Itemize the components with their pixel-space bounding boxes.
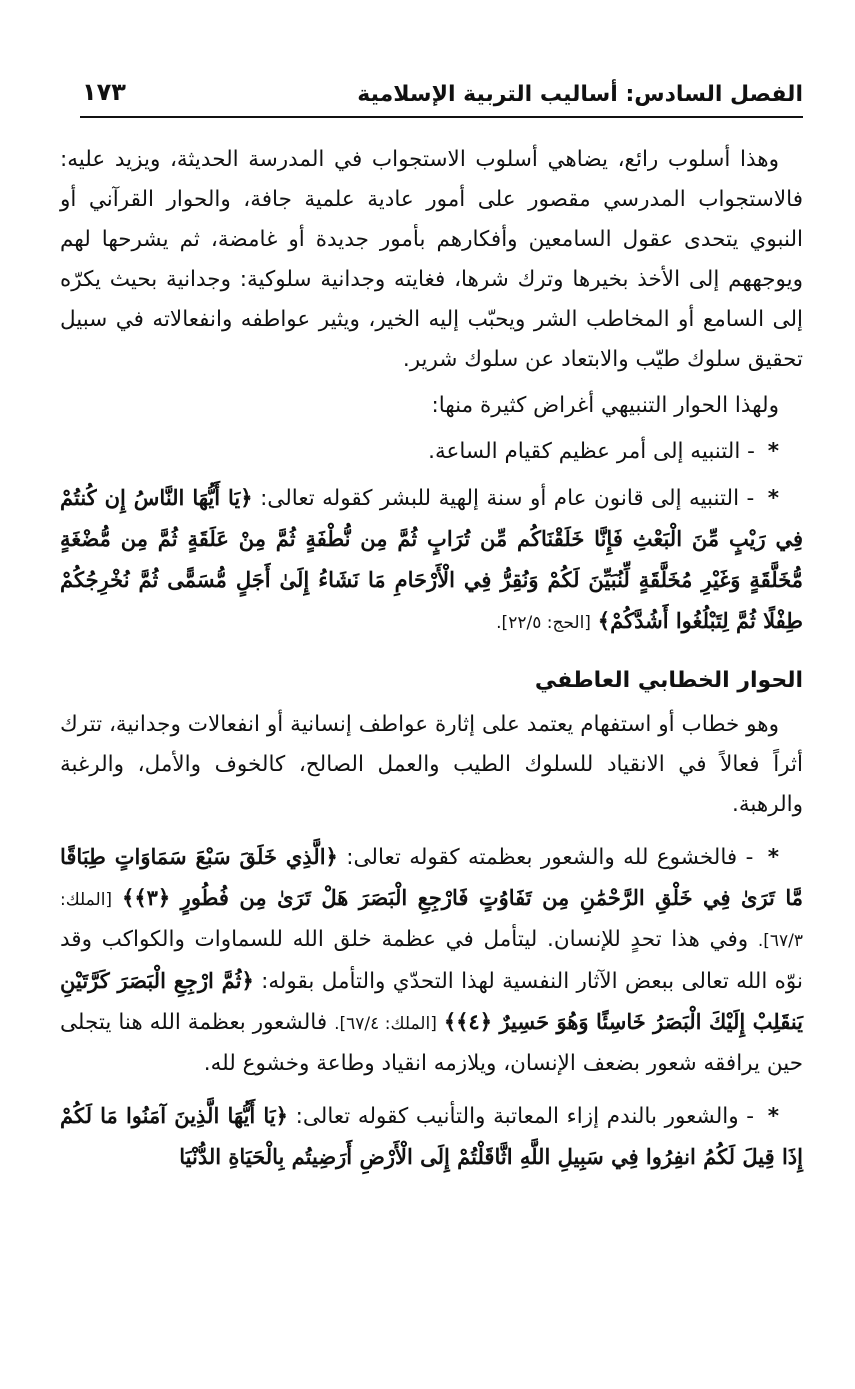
- verse-citation: [الملك: ٦٧/٣].: [60, 890, 803, 951]
- paragraph-intro: وهذا أسلوب رائع، يضاهي أسلوب الاستجواب في المدرسة الحديثة، ويزيد عليه: فالاستجواب المدرسي مقصور على أمور عادية علمية جافة، والحوار القرآني أو النبوي يتحدى عقول السامعين وأفكارهم بأمور جديدة أو غامضة، ثم يشرحها لهم ويوجههم إلى الأخذ بخيرها وترك شرها، فغايته وجدانية سلوكية: وجدانية بحيث يكرّه إلى السامع أو المخاطب الشر ويحبّب إليه الخير، ويثير عواطفه وانفعالاته في سبيل تحقيق سلوك طيّب والابتعاد عن سلوك شرير.: [60, 147, 803, 372]
- bullet-lead-text: - فالخشوع لله والشعور بعظمته كقوله تعالى:: [346, 845, 754, 870]
- paragraph-definition: وهو خطاب أو استفهام يعتمد على إثارة عواطف إنسانية أو انفعالات وجدانية، تترك أثراً فعالاً في الانقياد للسلوك الطيب والعمل الصالح، كالخوف والأمل، والرغبة والرهبة.: [60, 712, 803, 817]
- page-header: [80, 76, 803, 118]
- bullet-item-3: [60, 837, 803, 1084]
- bullet-body-text: وفي هذا تحدٍ للإنسان. ليتأمل في عظمة خلق الله للسماوات والكواكب وقد نوّه الله تعالى ببعض الآثار النفسية لهذا التحدّي والتأمل بقوله:: [60, 927, 804, 994]
- bullet-body-text: فالشعور بعظمة الله هنا يتجلى حين يرافقه شعور بضعف الإنسان، ويلازمه انقياد وطاعة وخشوع لله.: [60, 1010, 803, 1076]
- page-number: ١٧٣: [82, 78, 126, 106]
- asterisk-bullet: *: [767, 845, 779, 870]
- bullet-text: - التنبيه إلى أمر عظيم كقيام الساعة.: [428, 439, 755, 464]
- section-heading: الحوار الخطابي العاطفي: [534, 668, 803, 693]
- asterisk-bullet: *: [767, 1104, 779, 1129]
- asterisk-bullet: *: [767, 439, 779, 464]
- bullet-item-1: [60, 432, 803, 472]
- verse-citation: [الملك: ٦٧/٤].: [334, 1014, 437, 1034]
- bullet-item-2: [60, 478, 803, 643]
- paragraph-purposes: ولهذا الحوار التنبيهي أغراض كثيرة منها:: [431, 393, 779, 418]
- bullet-item-4: [60, 1096, 803, 1178]
- asterisk-bullet: *: [767, 486, 779, 511]
- verse-citation: [الحج: ٢٢/٥].: [496, 613, 591, 633]
- bullet-lead-text: - والشعور بالندم إزاء المعاتبة والتأنيب كقوله تعالى:: [295, 1104, 755, 1129]
- quran-verse: ﴿يَا أَيُّهَا الَّذِينَ آمَنُوا مَا لَكُمْ إِذَا قِيلَ لَكُمُ انفِرُوا فِي سَبِيلِ اللَّهِ اثَّاقَلْتُمْ إِلَى الْأَرْضِ أَرَضِيتُم بِالْحَيَاةِ الدُّنْيَا: [60, 1103, 803, 1169]
- chapter-title: الفصل السادس: أساليب التربية الإسلامية: [357, 82, 803, 107]
- quran-verse: ﴿يَا أَيُّهَا النَّاسُ إِن كُنتُمْ فِي رَيْبٍ مِّنَ الْبَعْثِ فَإِنَّا خَلَقْنَاكُم مِّن تُرَابٍ ثُمَّ مِن نُّطْفَةٍ ثُمَّ مِنْ عَلَقَةٍ ثُمَّ مِن مُّضْغَةٍ مُّخَلَّقَةٍ وَغَيْرِ مُخَلَّقَةٍ لِّنُبَيِّنَ لَكُمْ وَنُقِرُّ فِي الْأَرْحَامِ مَا نَشَاءُ إِلَىٰ أَجَلٍ مُّسَمًّى ثُمَّ نُخْرِجُكُمْ طِفْلًا ثُمَّ لِتَبْلُغُوا أَشُدَّكُمْ﴾: [60, 485, 803, 633]
- quran-verse: ﴿ثُمَّ ارْجِعِ الْبَصَرَ كَرَّتَيْنِ يَنقَلِبْ إِلَيْكَ الْبَصَرُ خَاسِئًا وَهُوَ حَسِيرٌ ﴿٤﴾﴾: [60, 968, 804, 1034]
- page-body: [60, 140, 803, 1178]
- bullet-lead-text: - التنبيه إلى قانون عام أو سنة إلهية للبشر كقوله تعالى:: [260, 486, 755, 511]
- quran-verse: ﴿الَّذِي خَلَقَ سَبْعَ سَمَاوَاتٍ طِبَاقًا مَّا تَرَىٰ فِي خَلْقِ الرَّحْمَٰنِ مِن تَفَاوُتٍ فَارْجِعِ الْبَصَرَ هَلْ تَرَىٰ مِن فُطُورٍ ﴿٣﴾﴾: [60, 844, 803, 910]
